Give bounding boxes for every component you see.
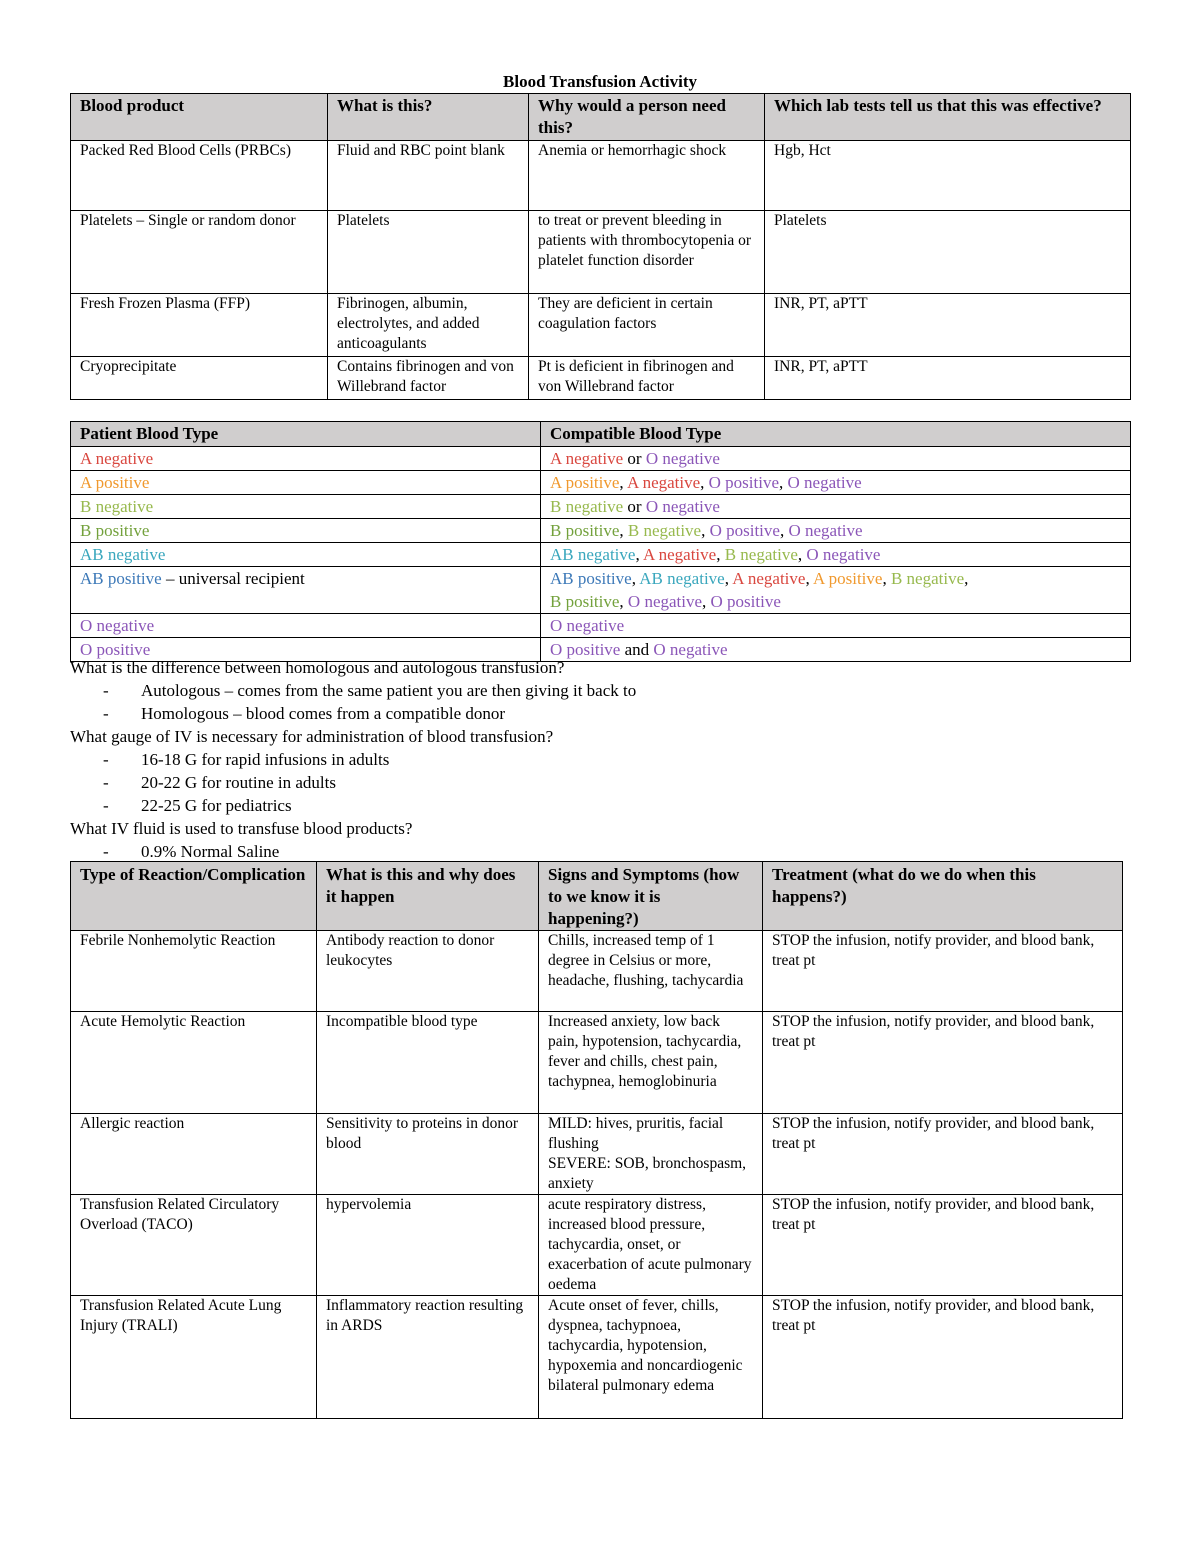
bullet-dash: - <box>103 750 109 769</box>
separator-text: , <box>805 569 814 588</box>
blood-type-label: B negative <box>724 545 798 564</box>
table-cell: Acute Hemolytic Reaction <box>71 1012 317 1114</box>
blood-type-label: A negative <box>80 449 154 468</box>
header-cell: Signs and Symptoms (how to we know it is happening?) <box>539 862 763 931</box>
blood-type-label: AB negative <box>639 569 725 588</box>
blood-type-label: A negative <box>550 449 624 468</box>
blood-type-label: A negative <box>732 569 806 588</box>
blood-type-label: O negative <box>653 640 728 659</box>
table-cell: Increased anxiety, low back pain, hypotension, tachycardia, fever and chills, chest pain, tachypnea, hemoglobinuria <box>539 1012 763 1114</box>
patient-type-cell <box>71 447 541 471</box>
answer-text: Homologous – blood comes from a compatible donor <box>141 704 506 723</box>
table-cell: STOP the infusion, notify provider, and blood bank, treat pt <box>763 1012 1123 1114</box>
question: What gauge of IV is necessary for administration of blood transfusion? <box>70 727 554 746</box>
patient-type-cell <box>71 543 541 567</box>
table-cell: Fibrinogen, albumin, electrolytes, and added anticoagulants <box>328 294 529 357</box>
separator-text: , <box>779 473 788 492</box>
table-cell: INR, PT, aPTT <box>765 294 1131 357</box>
table-row <box>71 931 1123 1012</box>
table-cell: Cryoprecipitate <box>71 357 328 400</box>
table-cell: Platelets <box>765 211 1131 294</box>
bullet-dash: - <box>103 842 109 861</box>
reactions-table <box>70 861 1123 1419</box>
blood-type-label: O negative <box>645 497 720 516</box>
table-cell: Chills, increased temp of 1 degree in Celsius or more, headache, flushing, tachycardia <box>539 931 763 1012</box>
separator-text: , <box>779 521 789 540</box>
bullet-dash: - <box>103 681 109 700</box>
table-row <box>71 1012 1123 1114</box>
table-cell: acute respiratory distress, increased blood pressure, tachycardia, onset, or exacerbation of acute pulmonary oedema <box>539 1195 763 1296</box>
blood-type-label: O positive <box>710 592 781 611</box>
header-cell: Compatible Blood Type <box>541 422 1131 447</box>
blood-type-label: A negative <box>626 473 701 492</box>
separator-text: , <box>619 473 627 492</box>
patient-type-cell <box>71 471 541 495</box>
blood-type-label: A positive <box>550 473 620 492</box>
table-cell: Platelets <box>328 211 529 294</box>
blood-type-label: B negative <box>80 497 154 516</box>
blood-type-label: B negative <box>550 497 624 516</box>
table-cell: STOP the infusion, notify provider, and blood bank, treat pt <box>763 1195 1123 1296</box>
table-cell: STOP the infusion, notify provider, and blood bank, treat pt <box>763 931 1123 1012</box>
compatible-type-cell <box>541 447 1131 471</box>
blood-type-label: B negative <box>627 521 702 540</box>
blood-type-label: O positive <box>550 640 621 659</box>
bullet-dash: - <box>103 704 109 723</box>
separator-text: , <box>619 521 628 540</box>
table-cell: hypervolemia <box>317 1195 539 1296</box>
separator-text: , <box>700 473 709 492</box>
table-row <box>71 1114 1123 1195</box>
answer-text: 16-18 G for rapid infusions in adults <box>141 750 390 769</box>
header-cell: What is this? <box>328 94 529 141</box>
table-row <box>71 471 1131 495</box>
table-cell: STOP the infusion, notify provider, and blood bank, treat pt <box>763 1296 1123 1419</box>
header-cell: Which lab tests tell us that this was effective? <box>765 94 1131 141</box>
table-cell: Inflammatory reaction resulting in ARDS <box>317 1296 539 1419</box>
blood-type-label: O negative <box>627 592 703 611</box>
table-row <box>71 614 1131 638</box>
list-item <box>70 794 1130 817</box>
table-cell: Contains fibrinogen and von Willebrand factor <box>328 357 529 400</box>
separator-text: , <box>631 569 640 588</box>
compatible-type-cell <box>541 543 1131 567</box>
separator-text: , <box>882 569 891 588</box>
table-row <box>71 1195 1123 1296</box>
table-row <box>71 211 1131 294</box>
header-cell: Blood product <box>71 94 328 141</box>
separator-text: , <box>702 592 711 611</box>
separator-text: or <box>623 497 646 516</box>
blood-type-label: AB negative <box>80 545 166 564</box>
blood-type-label: O negative <box>80 616 155 635</box>
table-cell: Febrile Nonhemolytic Reaction <box>71 931 317 1012</box>
table-row <box>71 141 1131 211</box>
blood-type-label: A negative <box>643 545 717 564</box>
table-row <box>71 495 1131 519</box>
separator-text: , <box>797 545 807 564</box>
table-cell: Allergic reaction <box>71 1114 317 1195</box>
compatible-type-cell <box>541 614 1131 638</box>
separator-text: , <box>619 592 628 611</box>
blood-type-label: AB positive <box>80 569 162 588</box>
separator-text: , <box>716 545 725 564</box>
header-cell: Treatment (what do we do when this happens?) <box>763 862 1123 931</box>
symptom-mild: MILD: hives, pruritis, facial flushing <box>548 1115 724 1152</box>
question: What is the difference between homologous and autologous transfusion? <box>70 658 565 677</box>
table-cell: Packed Red Blood Cells (PRBCs) <box>71 141 328 211</box>
table-row <box>71 294 1131 357</box>
compatible-type-cell <box>541 495 1131 519</box>
table-cell: Anemia or hemorrhagic shock <box>529 141 765 211</box>
page-title: Blood Transfusion Activity <box>503 72 697 91</box>
table-cell: Hgb, Hct <box>765 141 1131 211</box>
separator-text: , <box>701 521 710 540</box>
compatible-type-cell <box>541 471 1131 495</box>
table-cell: Sensitivity to proteins in donor blood <box>317 1114 539 1195</box>
separator-text: , <box>724 569 733 588</box>
patient-type-cell <box>71 519 541 543</box>
question: What IV fluid is used to transfuse blood products? <box>70 819 413 838</box>
table-cell: Transfusion Related Circulatory Overload (TACO) <box>71 1195 317 1296</box>
table-cell: Acute onset of fever, chills, dyspnea, tachypnoea, tachycardia, hypotension, hypoxemia and noncardiogenic bilateral pulmonary edema <box>539 1296 763 1419</box>
blood-type-label: AB negative <box>550 545 636 564</box>
blood-type-label: A positive <box>813 569 883 588</box>
table-row <box>71 357 1131 400</box>
blood-type-label: O positive <box>708 473 780 492</box>
list-item <box>70 840 1130 863</box>
header-cell: Patient Blood Type <box>71 422 541 447</box>
table-row <box>71 567 1131 614</box>
blood-type-label: O negative <box>787 473 862 492</box>
table-cell: Transfusion Related Acute Lung Injury (TRALI) <box>71 1296 317 1419</box>
blood-type-label: O negative <box>550 616 625 635</box>
header-cell: Type of Reaction/Complication <box>71 862 317 931</box>
compatible-type-cell <box>541 519 1131 543</box>
table-row <box>71 447 1131 471</box>
table-cell: Incompatible blood type <box>317 1012 539 1114</box>
table-row <box>71 1296 1123 1419</box>
blood-type-label: O positive <box>709 521 780 540</box>
answer-text: 20-22 G for routine in adults <box>141 773 336 792</box>
list-item <box>70 748 1130 771</box>
blood-products-table <box>70 93 1131 400</box>
blood-type-label: O negative <box>645 449 720 468</box>
blood-type-label: B positive <box>550 592 620 611</box>
separator-text: or <box>623 449 646 468</box>
answer-text: 0.9% Normal Saline <box>141 842 280 861</box>
table-row <box>71 543 1131 567</box>
table-header-row <box>71 862 1123 931</box>
patient-type-cell <box>71 567 541 614</box>
list-item <box>70 771 1130 794</box>
bullet-dash: - <box>103 773 109 792</box>
separator-text: and <box>620 640 654 659</box>
header-cell: Why would a person need this? <box>529 94 765 141</box>
questions-section <box>70 656 1130 863</box>
table-cell: INR, PT, aPTT <box>765 357 1131 400</box>
header-cell: What is this and why does it happen <box>317 862 539 931</box>
separator-text: , <box>635 545 644 564</box>
blood-type-label: O positive <box>80 640 151 659</box>
patient-type-cell <box>71 495 541 519</box>
table-header-row <box>71 422 1131 447</box>
blood-type-label: O negative <box>788 521 863 540</box>
table-cell: Pt is deficient in fibrinogen and von Willebrand factor <box>529 357 765 400</box>
answer-text: Autologous – comes from the same patient you are then giving it back to <box>141 681 637 700</box>
answer-text: 22-25 G for pediatrics <box>141 796 292 815</box>
table-cell: Antibody reaction to donor leukocytes <box>317 931 539 1012</box>
separator-text: , <box>964 569 969 588</box>
blood-type-label: B positive <box>80 521 150 540</box>
blood-type-label: O negative <box>806 545 881 564</box>
compatible-type-cell <box>541 567 1131 614</box>
list-item <box>70 679 1130 702</box>
table-cell: Fresh Frozen Plasma (FFP) <box>71 294 328 357</box>
list-item <box>70 702 1130 725</box>
patient-type-cell <box>71 614 541 638</box>
blood-type-label: B negative <box>890 569 965 588</box>
table-row <box>71 519 1131 543</box>
blood-type-note: – universal recipient <box>161 569 305 588</box>
table-cell: They are deficient in certain coagulation factors <box>529 294 765 357</box>
bullet-dash: - <box>103 796 109 815</box>
blood-type-rows <box>71 447 1131 662</box>
blood-type-label: A positive <box>80 473 150 492</box>
symptom-severe: SEVERE: SOB, bronchospasm, anxiety <box>548 1155 747 1192</box>
table-cell: STOP the infusion, notify provider, and blood bank, treat pt <box>763 1114 1123 1195</box>
table-header-row <box>71 94 1131 141</box>
table-cell: Platelets – Single or random donor <box>71 211 328 294</box>
table-cell: to treat or prevent bleeding in patients with thrombocytopenia or platelet function disorder <box>529 211 765 294</box>
blood-type-table <box>70 421 1131 662</box>
blood-type-label: B positive <box>550 521 620 540</box>
blood-type-label: AB positive <box>550 569 632 588</box>
table-cell <box>539 1114 763 1195</box>
table-cell: Fluid and RBC point blank <box>328 141 529 211</box>
